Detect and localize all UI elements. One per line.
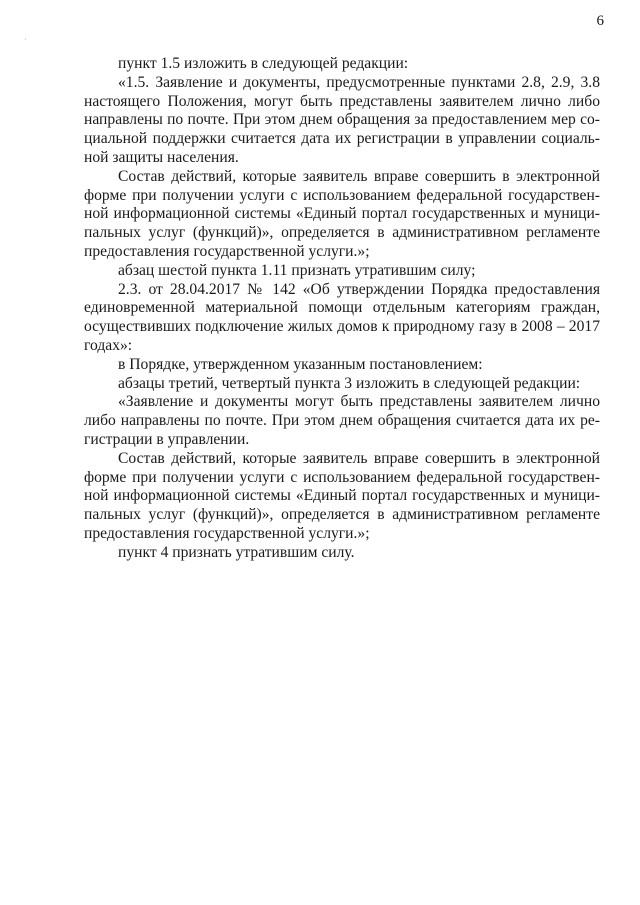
paragraph-electronic-actions-1: Состав действий, которые заявитель вправе совершить в электронной форме при получении услуги с использованием федеральной государственной информационной системы «Единый портал государственных и муниципальных услуг (функций)», определяется в административном регламенте предоставления государственной услуги.»; (84, 167, 600, 260)
paragraph-item-2-3: 2.3. от 28.04.2017 № 142 «Об утверждении Порядка предоставления единовременной материальной помощи отдельным категориям граждан, осуществивших подключение жилых домов к природному газу в 2008 – 2017 годах»: (84, 280, 600, 354)
paragraph-procedure-intro: в Порядке, утвержденном указанным постановлением: (118, 355, 483, 373)
paragraph-clause-3-intro: абзацы третий, четвертый пункта 3 изложить в следующей редакции: (118, 374, 581, 392)
paragraph-clause-4: пункт 4 признать утратившим силу. (118, 543, 355, 561)
paragraph-clause-1-5-text: «1.5. Заявление и документы, предусмотренные пунктами 2.8, 2.9, 3.8 настоящего Положения, могут быть представлены заявителем лично либо направлены по почте. При этом днем обращения за предоставлением мер социальной поддержки считается дата их регистрации в управлении социальной защиты населения. (84, 73, 600, 166)
paragraph-electronic-actions-2: Состав действий, которые заявитель вправе совершить в электронной форме при получении услуги с использованием федеральной государственной информационной системы «Единый портал государственных и муниципальных услуг (функций)», определяется в административном регламенте предоставления государственной услуги.»; (84, 449, 600, 542)
scan-speck: · (24, 35, 27, 44)
page-number: 6 (596, 13, 604, 29)
paragraph-clause-1-11: абзац шестой пункта 1.11 признать утратившим силу; (118, 261, 476, 279)
paragraph-clause-3-text: «Заявление и документы могут быть представлены заявителем лично либо направлены по почте. При этом днем обращения считается дата их регистрации в управлении. (84, 393, 600, 448)
paragraph-clause-1-5-intro: пункт 1.5 изложить в следующей редакции: (118, 55, 409, 72)
document-body (84, 55, 600, 563)
